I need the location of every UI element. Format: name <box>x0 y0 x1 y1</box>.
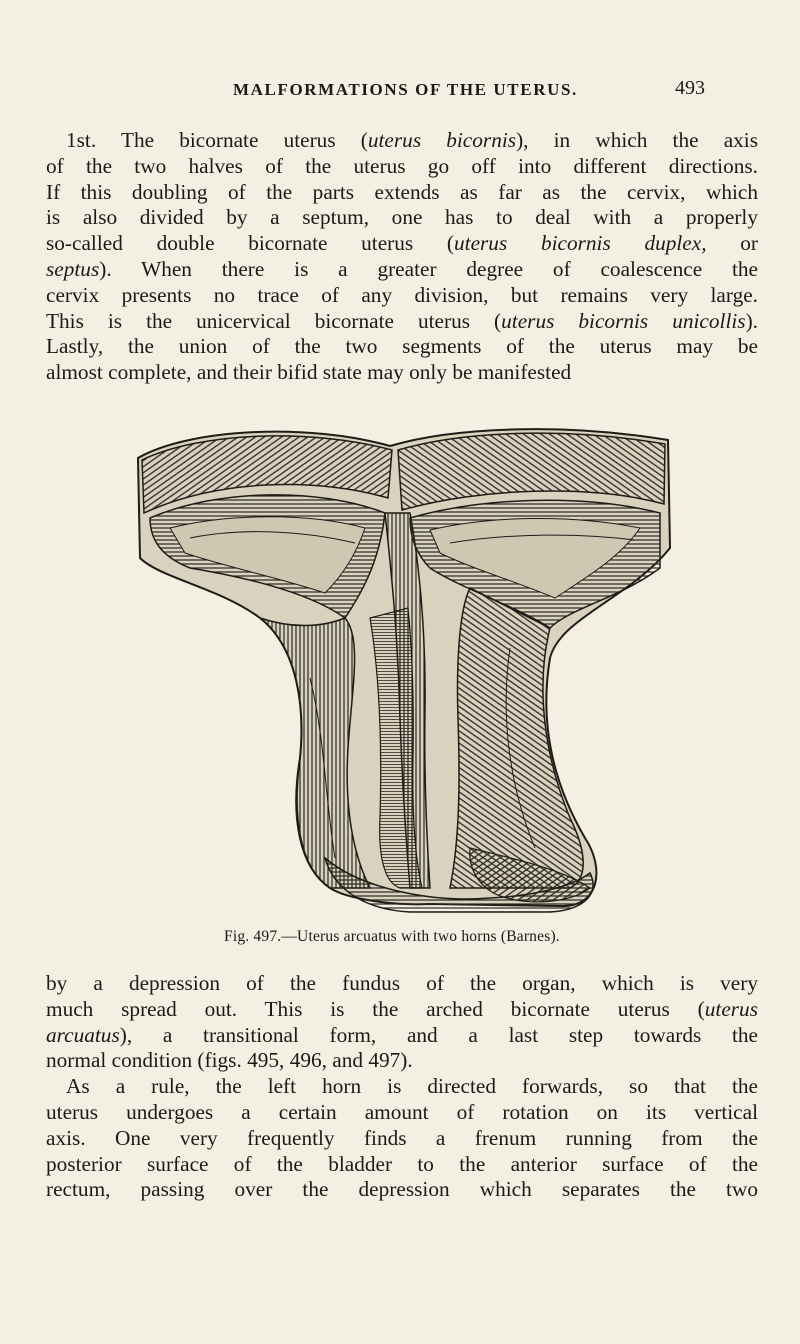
text-line: by a depression of the fundus of the organ, which is very <box>46 971 758 995</box>
text-line: rectum, passing over the depression which separates the two <box>46 1177 758 1202</box>
text-line: axis. One very frequently finds a frenum running from the <box>46 1125 758 1150</box>
text-line: much spread out. This is the arched bicornate uterus (uterus <box>46 996 758 1021</box>
page-number: 493 <box>675 77 705 99</box>
figure-caption: Fig. 497.—Uterus arcuatus with two horns (Barnes). <box>224 928 560 945</box>
uterus-arcuatus-engraving <box>130 418 675 918</box>
text-line: of the two halves of the uterus go off into different directions. <box>46 153 758 178</box>
text-line: Lastly, the union of the two segments of the uterus may be <box>46 334 758 359</box>
running-head: MALFORMATIONS OF THE UTERUS. <box>233 80 578 99</box>
text-line: If this doubling of the parts extends as far as the cervix, which <box>46 179 758 204</box>
text-line: normal condition (figs. 495, 496, and 497). <box>46 1048 413 1073</box>
text-line: arcuatus), a transitional form, and a last step towards the <box>46 1022 758 1047</box>
text-line: posterior surface of the bladder to the anterior surface of the <box>46 1151 758 1176</box>
text-line: As a rule, the left horn is directed forwards, so that the <box>66 1074 758 1099</box>
text-line: 1st. The bicornate uterus (uterus bicornis), in which the axis <box>66 128 758 152</box>
text-line: This is the unicervical bicornate uterus (uterus bicornis unicollis). <box>46 308 758 333</box>
text-line: septus). When there is a greater degree of coalescence the <box>46 256 758 281</box>
paragraph-bicornate-uterus <box>46 128 758 386</box>
text-line: cervix presents no trace of any division, but remains very large. <box>46 282 758 307</box>
paragraph-arched-uterus <box>46 971 758 1203</box>
text-line: is also divided by a septum, one has to deal with a properly <box>46 205 758 230</box>
text-line: so-called double bicornate uterus (uterus bicornis duplex, or <box>46 231 758 256</box>
text-line: uterus undergoes a certain amount of rotation on its vertical <box>46 1099 758 1124</box>
text-line: almost complete, and their bifid state may only be manifested <box>46 360 572 385</box>
